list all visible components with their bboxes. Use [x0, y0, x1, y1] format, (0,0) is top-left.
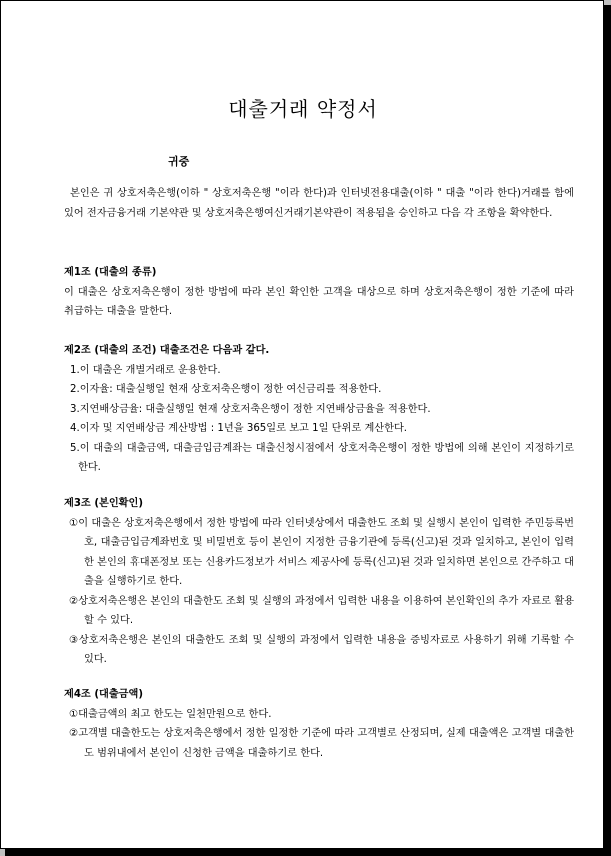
page-shadow-bottom: [5, 849, 611, 856]
page-shadow-right: [604, 5, 611, 856]
addressee: 귀중: [168, 155, 190, 168]
article-1-heading: 제1조 (대출의 종류): [64, 267, 157, 278]
article-2-item: 3.지연배상금율: 대출실행일 현재 상호저축은행이 정한 지연배상금율을 적용한다.: [70, 403, 431, 415]
article-1: [64, 263, 574, 322]
article-3-item: ①이 대출은 상호저축은행에서 정한 방법에 따라 인터넷상에서 대출한도 조회 및 실행시 본인이 입력한 주민등록번호, 대출금입금계좌번호 및 비밀번호 등이 본인이 지정한 금융기관에 등록(신고)된 것과 일치하고, 본인이 입력한 본인의 휴대폰정보 또는 신용카드정보가 서비스 제공사에 등록(신고)된 것과 일치하면 본인으로 간주하고 대출을 실행하기로 한다.: [69, 517, 574, 587]
article-2-item: 5.이 대출의 대출금액, 대출금입금계좌는 대출신청시점에서 상호저축은행이 정한 방법에 의해 본인이 지정하기로 한다.: [70, 442, 574, 473]
article-2-item: 4.이자 및 지연배상금 계산방법 : 1년을 365일로 보고 1일 단위로 계산한다.: [70, 423, 408, 434]
article-4-heading: 제4조 (대출금액): [64, 689, 143, 700]
article-4-item: ②고객별 대출한도는 상호저축은행에서 정한 일정한 기준에 따라 고객별로 산정되며, 실제 대출액은 고객별 대출한도 범위내에서 본인이 신청한 금액을 대출하기로 한다.: [69, 728, 574, 759]
article-2-item: 2.이자율: 대출실행일 현재 상호저축은행이 정한 여신금리를 적용한다.: [70, 384, 382, 395]
article-2-item: 1.이 대출은 개별거래로 운용한다.: [70, 364, 221, 376]
article-2-heading: 제2조 (대출의 조건) 대출조건은 다음과 같다.: [64, 345, 270, 356]
article-3-item: ②상호저축은행은 본인의 대출한도 조회 및 실행의 과정에서 입력한 내용을 이용하여 본인확인의 추가 자료로 활용할 수 있다.: [69, 595, 574, 626]
article-3: [64, 494, 574, 670]
article-1-item: 이 대출은 상호저축은행이 정한 방법에 따라 본인 확인한 고객을 대상으로 하며 상호저축은행이 정한 기준에 따라 취급하는 대출을 말한다.: [64, 286, 574, 317]
intro-paragraph: 본인은 귀 상호저축은행(이하 " 상호저축은행 "이라 한다)과 인터넷전용대출(이하 " 대출 "이라 한다)거래를 함에 있어 전자금융거래 기본약관 및 상호저축은행여신거래기본약관이 적용됨을 승인하고 다음 각 조항을 확약한다.: [64, 188, 574, 219]
article-3-heading: 제3조 (본인확인): [64, 498, 143, 509]
article-3-item: ③상호저축은행은 본인의 대출한도 조회 및 실행의 과정에서 입력한 내용을 증빙자료로 사용하기 위해 기록할 수 있다.: [69, 634, 574, 665]
document-title: 대출거래 약정서: [228, 97, 378, 121]
article-4: [64, 685, 574, 763]
article-4-item: ①대출금액의 최고 한도는 일천만원으로 한다.: [69, 708, 272, 720]
article-2: [64, 341, 574, 478]
